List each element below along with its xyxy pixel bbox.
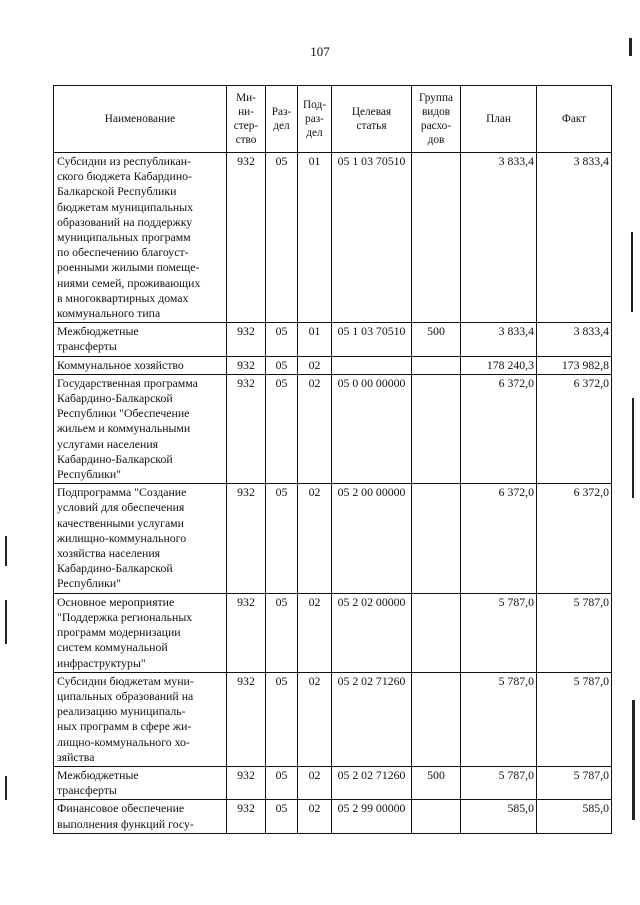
table-row bbox=[54, 800, 612, 833]
row-name-cell: Коммунальное хозяйство bbox=[54, 356, 227, 374]
row-name-cell: Субсидии из республикан- ского бюджета Кабардино- Балкарской Республики бюджетам муниципальных образований на поддержку муниципальных программ по обеспечению благоуст- роенными жилыми помеще- ниями семей, проживающих в многоквартирных домах коммунального типа bbox=[54, 153, 227, 323]
expense-group-cell bbox=[412, 153, 461, 323]
header-plan: План bbox=[461, 86, 537, 153]
fact-value-cell: 585,0 bbox=[537, 800, 612, 833]
ministry-cell: 932 bbox=[227, 323, 266, 356]
target-article-cell: 05 2 99 00000 bbox=[332, 800, 412, 833]
header-section: Раз- дел bbox=[266, 86, 298, 153]
fact-value-cell: 173 982,8 bbox=[537, 356, 612, 374]
fact-value-cell: 5 787,0 bbox=[537, 593, 612, 672]
target-article-cell: 05 2 02 71260 bbox=[332, 766, 412, 799]
subsection-cell: 02 bbox=[298, 484, 332, 593]
header-subsection: Под- раз- дел bbox=[298, 86, 332, 153]
plan-value-cell: 3 833,4 bbox=[461, 323, 537, 356]
subsection-cell: 02 bbox=[298, 800, 332, 833]
plan-value-cell: 6 372,0 bbox=[461, 484, 537, 593]
expense-group-cell bbox=[412, 484, 461, 593]
fact-value-cell: 6 372,0 bbox=[537, 374, 612, 483]
table-header-row bbox=[54, 86, 612, 153]
section-cell: 05 bbox=[266, 323, 298, 356]
scan-edge-mark bbox=[5, 536, 7, 566]
header-target-article: Целевая статья bbox=[332, 86, 412, 153]
table-row bbox=[54, 153, 612, 323]
expense-group-cell bbox=[412, 356, 461, 374]
fact-value-cell: 5 787,0 bbox=[537, 766, 612, 799]
table-row bbox=[54, 593, 612, 672]
plan-value-cell: 5 787,0 bbox=[461, 593, 537, 672]
plan-value-cell: 585,0 bbox=[461, 800, 537, 833]
section-cell: 05 bbox=[266, 356, 298, 374]
table-row bbox=[54, 766, 612, 799]
subsection-cell: 02 bbox=[298, 593, 332, 672]
row-name-cell: Межбюджетные трансферты bbox=[54, 766, 227, 799]
ministry-cell: 932 bbox=[227, 153, 266, 323]
row-name-cell: Основное мероприятие "Поддержка региональных программ модернизации систем коммунальной инфраструктуры" bbox=[54, 593, 227, 672]
table-body bbox=[54, 153, 612, 834]
subsection-cell: 02 bbox=[298, 766, 332, 799]
scan-edge-mark bbox=[5, 776, 7, 800]
expense-group-cell bbox=[412, 800, 461, 833]
expense-group-cell bbox=[412, 593, 461, 672]
plan-value-cell: 5 787,0 bbox=[461, 672, 537, 766]
expense-group-cell bbox=[412, 672, 461, 766]
scan-edge-mark bbox=[629, 38, 632, 56]
fact-value-cell: 3 833,4 bbox=[537, 323, 612, 356]
plan-value-cell: 5 787,0 bbox=[461, 766, 537, 799]
table-row bbox=[54, 323, 612, 356]
header-expense-group: Группа видов расхо- дов bbox=[412, 86, 461, 153]
target-article-cell: 05 2 02 00000 bbox=[332, 593, 412, 672]
plan-value-cell: 3 833,4 bbox=[461, 153, 537, 323]
subsection-cell: 02 bbox=[298, 356, 332, 374]
ministry-cell: 932 bbox=[227, 800, 266, 833]
header-ministry: Ми- ни- стер- ство bbox=[227, 86, 266, 153]
section-cell: 05 bbox=[266, 800, 298, 833]
subsection-cell: 02 bbox=[298, 672, 332, 766]
expense-group-cell: 500 bbox=[412, 766, 461, 799]
row-name-cell: Подпрограмма "Создание условий для обеспечения качественными услугами жилищно-коммунального хозяйства населения Кабардино-Балкарской Республики" bbox=[54, 484, 227, 593]
section-cell: 05 bbox=[266, 374, 298, 483]
scan-edge-mark bbox=[632, 398, 634, 498]
row-name-cell: Субсидии бюджетам муни- ципальных образований на реализацию муниципаль- ных программ в сфере жи- лищно-коммунального хо- зяйства bbox=[54, 672, 227, 766]
section-cell: 05 bbox=[266, 153, 298, 323]
scan-edge-mark bbox=[5, 600, 7, 644]
table-row bbox=[54, 356, 612, 374]
section-cell: 05 bbox=[266, 484, 298, 593]
fact-value-cell: 3 833,4 bbox=[537, 153, 612, 323]
plan-value-cell: 6 372,0 bbox=[461, 374, 537, 483]
expense-group-cell: 500 bbox=[412, 323, 461, 356]
target-article-cell: 05 2 00 00000 bbox=[332, 484, 412, 593]
table-row bbox=[54, 672, 612, 766]
target-article-cell: 05 1 03 70510 bbox=[332, 153, 412, 323]
section-cell: 05 bbox=[266, 593, 298, 672]
target-article-cell: 05 1 03 70510 bbox=[332, 323, 412, 356]
header-fact: Факт bbox=[537, 86, 612, 153]
table-row bbox=[54, 374, 612, 483]
budget-table bbox=[53, 85, 612, 834]
subsection-cell: 01 bbox=[298, 323, 332, 356]
header-name: Наименование bbox=[54, 86, 227, 153]
subsection-cell: 02 bbox=[298, 374, 332, 483]
table-row bbox=[54, 484, 612, 593]
scan-edge-mark bbox=[632, 700, 635, 820]
ministry-cell: 932 bbox=[227, 672, 266, 766]
ministry-cell: 932 bbox=[227, 356, 266, 374]
plan-value-cell: 178 240,3 bbox=[461, 356, 537, 374]
ministry-cell: 932 bbox=[227, 484, 266, 593]
target-article-cell: 05 0 00 00000 bbox=[332, 374, 412, 483]
section-cell: 05 bbox=[266, 672, 298, 766]
row-name-cell: Финансовое обеспечение выполнения функций госу- bbox=[54, 800, 227, 833]
ministry-cell: 932 bbox=[227, 593, 266, 672]
section-cell: 05 bbox=[266, 766, 298, 799]
row-name-cell: Государственная программа Кабардино-Балкарской Республики "Обеспечение жильем и коммунальными услугами населения Кабардино-Балкарской Республики" bbox=[54, 374, 227, 483]
page-number: 107 bbox=[310, 44, 330, 59]
target-article-cell bbox=[332, 356, 412, 374]
fact-value-cell: 5 787,0 bbox=[537, 672, 612, 766]
scan-edge-mark bbox=[631, 232, 633, 312]
target-article-cell: 05 2 02 71260 bbox=[332, 672, 412, 766]
ministry-cell: 932 bbox=[227, 766, 266, 799]
expense-group-cell bbox=[412, 374, 461, 483]
ministry-cell: 932 bbox=[227, 374, 266, 483]
row-name-cell: Межбюджетные трансферты bbox=[54, 323, 227, 356]
subsection-cell: 01 bbox=[298, 153, 332, 323]
fact-value-cell: 6 372,0 bbox=[537, 484, 612, 593]
